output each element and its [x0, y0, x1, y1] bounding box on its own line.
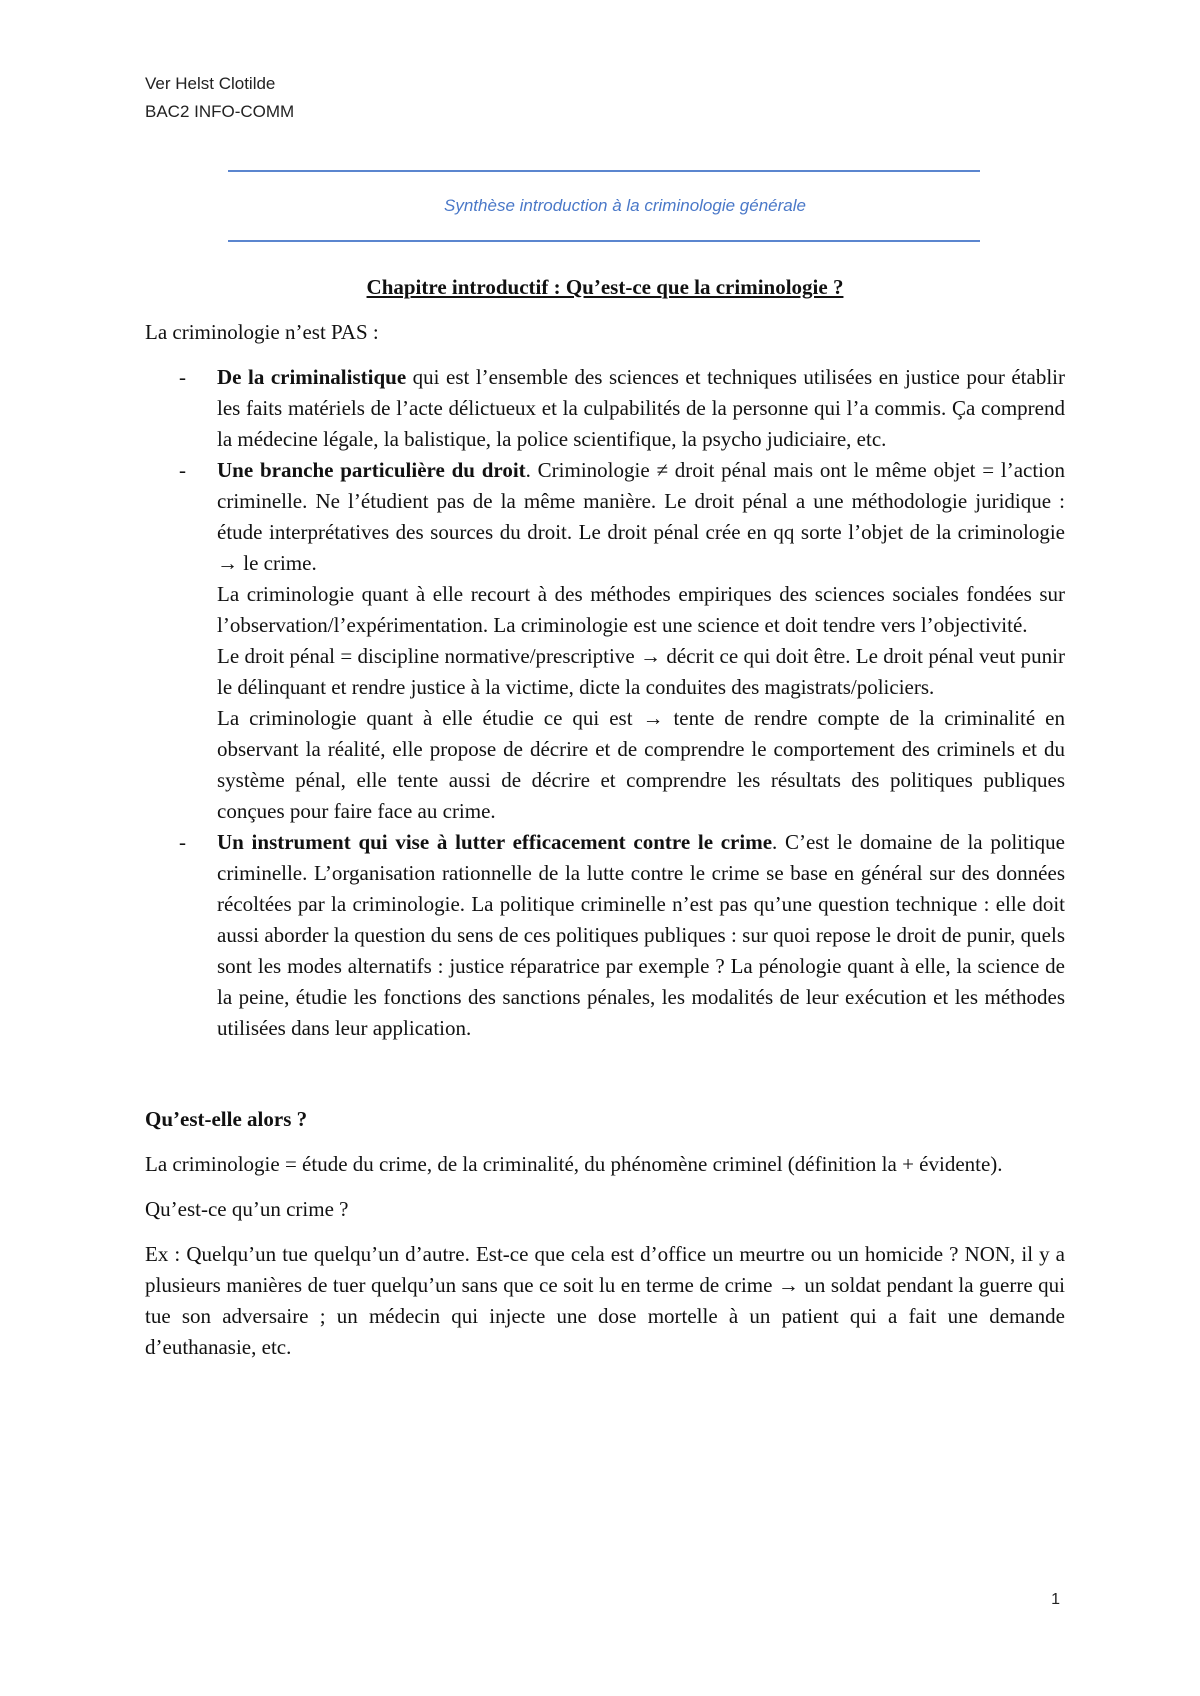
- negation-list: [145, 362, 1065, 1044]
- list-item-text: [217, 455, 1065, 579]
- list-item-bold: Un instrument qui vise à lutter efficacement contre le crime: [217, 830, 773, 854]
- definition-text: La criminologie = étude du crime, de la criminalité, du phénomène criminel (définition la + évidente).: [145, 1152, 1003, 1176]
- list-item: [145, 827, 1065, 1044]
- chapter-title: Chapitre introductif : Qu’est-ce que la criminologie ?: [366, 275, 844, 299]
- title-rule-bottom: [228, 240, 980, 242]
- list-item-body: . Criminologie ≠ droit pénal mais ont le même objet = l’action criminelle. Ne l’étudient pas de la même manière. Le droit pénal a une méthodologie juridique : étude interprétatives des sources du droit. Le droit pénal crée en qq sorte l’objet de la criminologie → le crime.: [217, 458, 1065, 575]
- dash-bullet: -: [179, 830, 186, 854]
- example-text: Ex : Quelqu’un tue quelqu’un d’autre. Est-ce que cela est d’office un meurtre ou un homicide ? NON, il y a plusieurs manières de tuer quelqu’un sans que ce soit lu en terme de crime → un soldat pendant la guerre qui tue son adversaire ; un médecin qui injecte une dose mortelle à un patient qui a fait une demande d’euthanasie, etc.: [145, 1242, 1065, 1359]
- author-name: Ver Helst Clotilde: [145, 74, 276, 93]
- section-heading: Qu’est-elle alors ?: [145, 1107, 308, 1131]
- question-text: Qu’est-ce qu’un crime ?: [145, 1197, 349, 1221]
- page-number: 1: [1051, 1591, 1060, 1608]
- title-rule-top: [228, 170, 980, 172]
- dash-bullet: -: [179, 458, 186, 482]
- list-item-text: [217, 362, 1065, 455]
- list-item-paragraph: Le droit pénal = discipline normative/prescriptive → décrit ce qui doit être. Le droit pénal veut punir le délinquant et rendre justice à la victime, dicte la conduites des magistrats/policiers.: [217, 644, 1065, 699]
- list-item-bold: Une branche particulière du droit: [217, 458, 526, 482]
- list-item: [145, 362, 1065, 455]
- list-item-paragraph: La criminologie quant à elle recourt à des méthodes empiriques des sciences sociales fondées sur l’observation/l’expérimentation. La criminologie est une science et doit tendre vers l’objectivité.: [217, 582, 1065, 637]
- list-item-body: qui est l’ensemble des sciences et techniques utilisées en justice pour établir les faits matériels de l’acte délictueux et la culpabilités de la personne qui l’a commis. Ça comprend la médecine légale, la balistique, la police scientifique, la psycho judiciaire, etc.: [217, 365, 1066, 451]
- list-item: [145, 455, 1065, 827]
- program-name: BAC2 INFO-COMM: [145, 102, 295, 121]
- document-title: Synthèse introduction à la criminologie générale: [444, 196, 806, 215]
- list-item-text: [217, 827, 1065, 1044]
- list-item-bold: De la criminalistique: [217, 365, 407, 389]
- intro-text: La criminologie n’est PAS :: [145, 320, 379, 344]
- list-item-body: . C’est le domaine de la politique criminelle. L’organisation rationnelle de la lutte contre le crime se base en général sur des données récoltées par la criminologie. La politique criminelle n’est pas qu’une question technique : elle doit aussi aborder la question du sens de ces politiques publiques : sur quoi repose le droit de punir, quels sont les modes alternatifs : justice réparatrice par exemple ? La pénologie quant à elle, la science de la peine, étudie les fonctions des sanctions pénales, les modalités de leur exécution et les méthodes utilisées dans leur application.: [217, 830, 1065, 1040]
- dash-bullet: -: [179, 365, 186, 389]
- list-item-paragraph: La criminologie quant à elle étudie ce qui est → tente de rendre compte de la criminalité en observant la réalité, elle propose de décrire et de comprendre le comportement des criminels et du système pénal, elle tente aussi de décrire et comprendre les résultats des politiques publiques conçues pour faire face au crime.: [217, 706, 1065, 823]
